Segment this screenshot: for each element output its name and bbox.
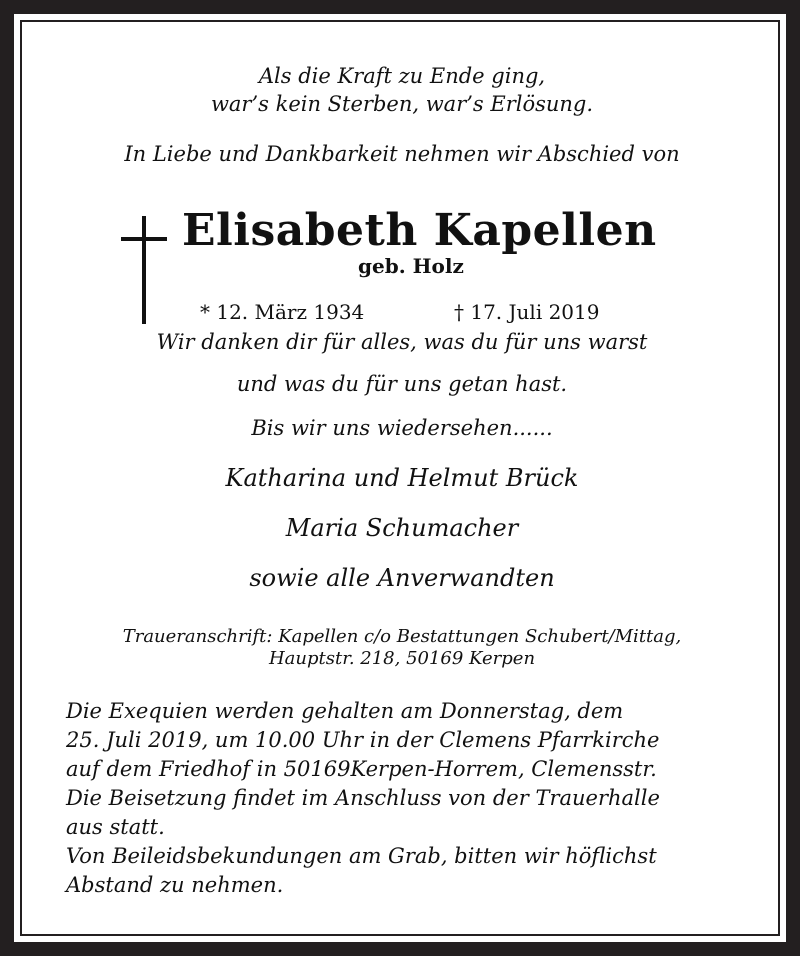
mourner-1: Katharina und Helmut Brück [225,464,579,492]
service-line: Die Beisetzung findet im Anschluss von der Trauerhalle [66,786,660,810]
death-date: † 17. Juli 2019 [454,300,600,324]
birth-date: * 12. März 1934 [200,300,365,324]
birth-name: geb. Holz [358,254,464,278]
mourner-3: sowie alle Anverwandten [249,564,555,592]
closing-line-1: Wir danken dir für alles, was du für uns warst [156,330,648,354]
intro-text: In Liebe und Dankbarkeit nehmen wir Abschied von [124,142,680,166]
service-line: Von Beileidsbekundungen am Grab, bitten wir höflichst [66,844,657,868]
deceased-name: Elisabeth Kapellen [182,205,657,256]
address-line-2: Hauptstr. 218, 50169 Kerpen [268,648,536,669]
service-line: 25. Juli 2019, um 10.00 Uhr in der Clemens Pfarrkirche [66,728,660,752]
address-line-1: Traueranschrift: Kapellen c/o Bestattungen Schubert/Mittag, [122,626,682,647]
obituary-notice [14,14,786,942]
verse-line-1: Als die Kraft zu Ende ging, [258,64,546,88]
verse-line-2: war’s kein Sterben, war’s Erlösung. [210,92,594,116]
mourner-2: Maria Schumacher [285,514,519,542]
cross-icon-bar [121,237,167,241]
service-line: auf dem Friedhof in 50169Kerpen-Horrem, Clemensstr. [66,757,657,781]
service-line: aus statt. [66,815,165,839]
service-details [66,697,746,900]
service-line: Abstand zu nehmen. [66,873,284,897]
cross-icon [142,216,146,324]
closing-line-3: Bis wir uns wiedersehen...... [251,416,553,440]
service-line: Die Exequien werden gehalten am Donnerstag, dem [66,699,624,723]
closing-line-2: und was du für uns getan hast. [236,372,568,396]
